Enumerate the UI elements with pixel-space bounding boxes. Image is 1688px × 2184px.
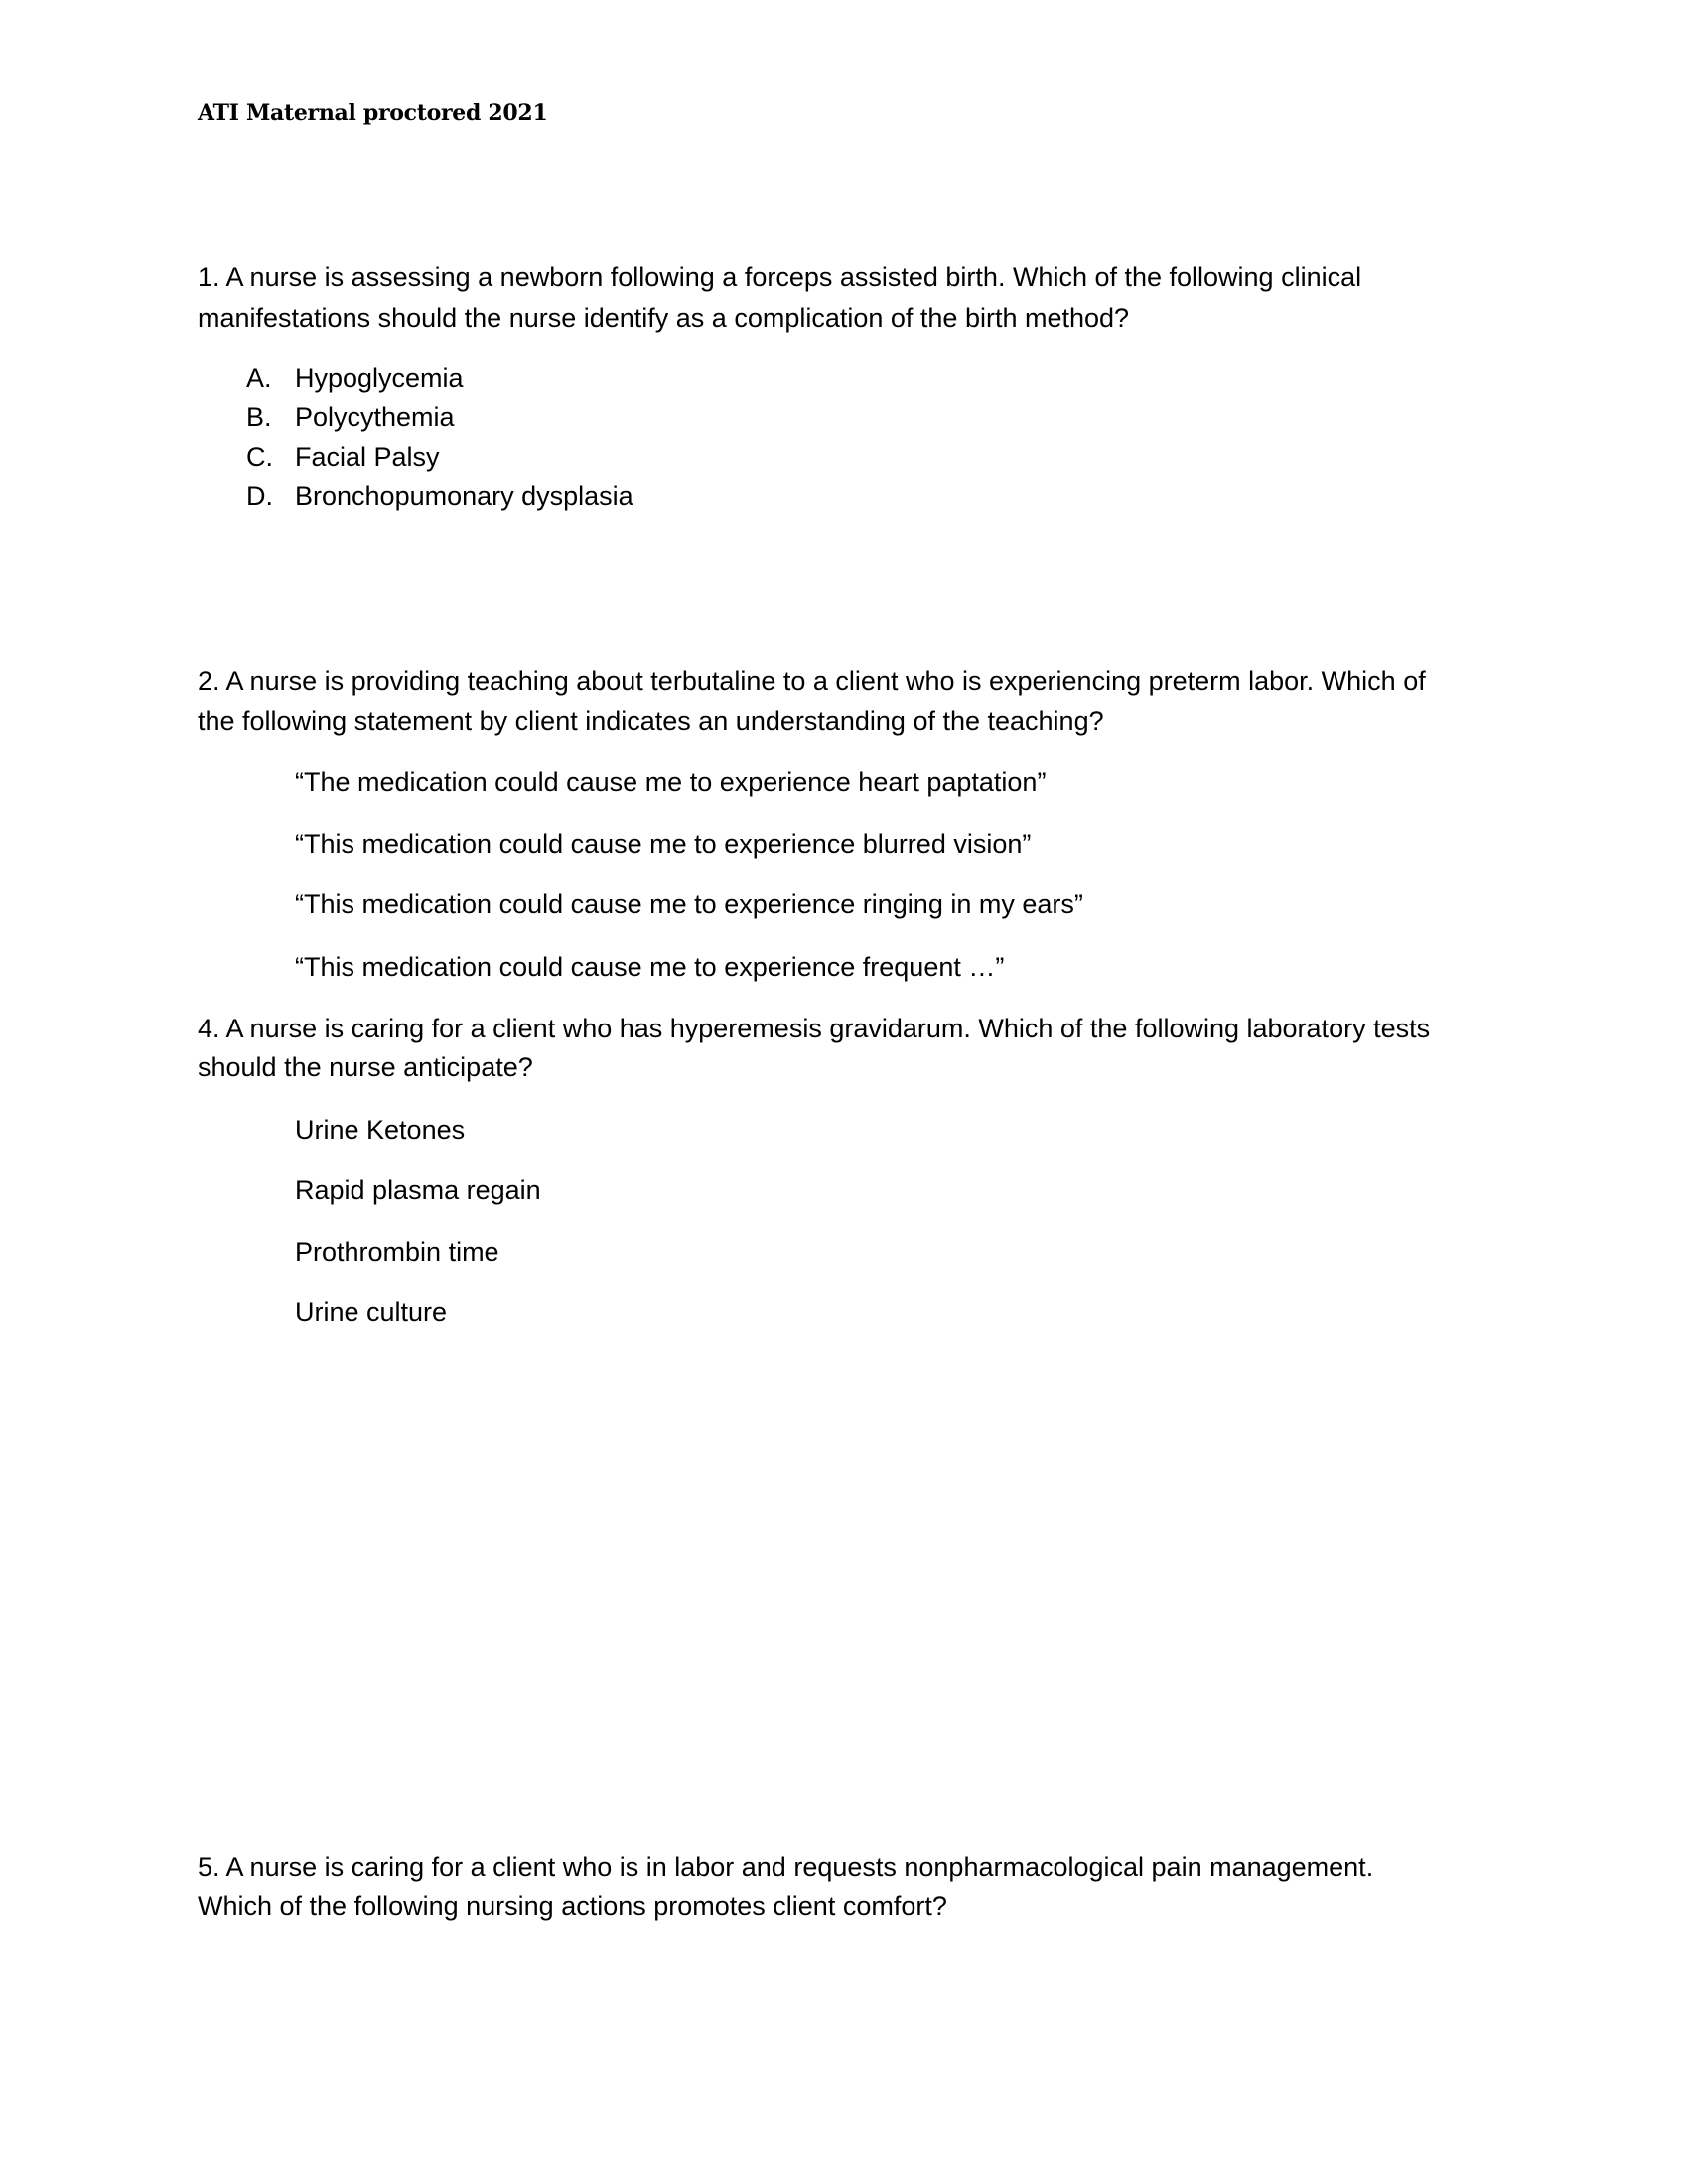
option-letter: D. [246, 481, 273, 511]
question-2-option-1: “The medication could cause me to experience heart paptation” [295, 767, 1047, 797]
option-text: Facial Palsy [295, 442, 440, 472]
question-4-line-1: 4. A nurse is caring for a client who has hyperemesis gravidarum. Which of the following laboratory tests [198, 1014, 1431, 1043]
option-letter: C. [246, 442, 273, 472]
question-5-line-2: Which of the following nursing actions promotes client comfort? [198, 1891, 947, 1921]
question-4-option-3: Prothrombin time [295, 1237, 499, 1267]
option-letter: A. [246, 363, 272, 393]
question-4-option-2: Rapid plasma regain [295, 1175, 541, 1205]
option-text: Polycythemia [295, 402, 455, 432]
option-letter: B. [246, 402, 272, 432]
option-text: Hypoglycemia [295, 363, 464, 393]
question-2-option-2: “This medication could cause me to experience blurred vision” [295, 829, 1032, 859]
question-2-option-3: “This medication could cause me to experience ringing in my ears” [295, 889, 1083, 919]
question-1-line-2: manifestations should the nurse identify as a complication of the birth method? [198, 303, 1130, 333]
question-2-line-2: the following statement by client indicates an understanding of the teaching? [198, 706, 1104, 736]
question-4-option-1: Urine Ketones [295, 1115, 466, 1145]
question-2-option-4: “This medication could cause me to experience frequent …” [295, 952, 1005, 982]
option-text: Bronchopumonary dysplasia [295, 481, 633, 511]
question-1-line-1: 1. A nurse is assessing a newborn following a forceps assisted birth. Which of the following clinical [198, 262, 1362, 292]
question-4-option-4: Urine culture [295, 1297, 448, 1327]
question-5-line-1: 5. A nurse is caring for a client who is in labor and requests nonpharmacological pain management. [198, 1852, 1374, 1882]
question-4-line-2: should the nurse anticipate? [198, 1052, 533, 1082]
question-2-line-1: 2. A nurse is providing teaching about terbutaline to a client who is experiencing preterm labor. Which of [198, 666, 1426, 696]
document-title: ATI Maternal proctored 2021 [198, 100, 548, 126]
